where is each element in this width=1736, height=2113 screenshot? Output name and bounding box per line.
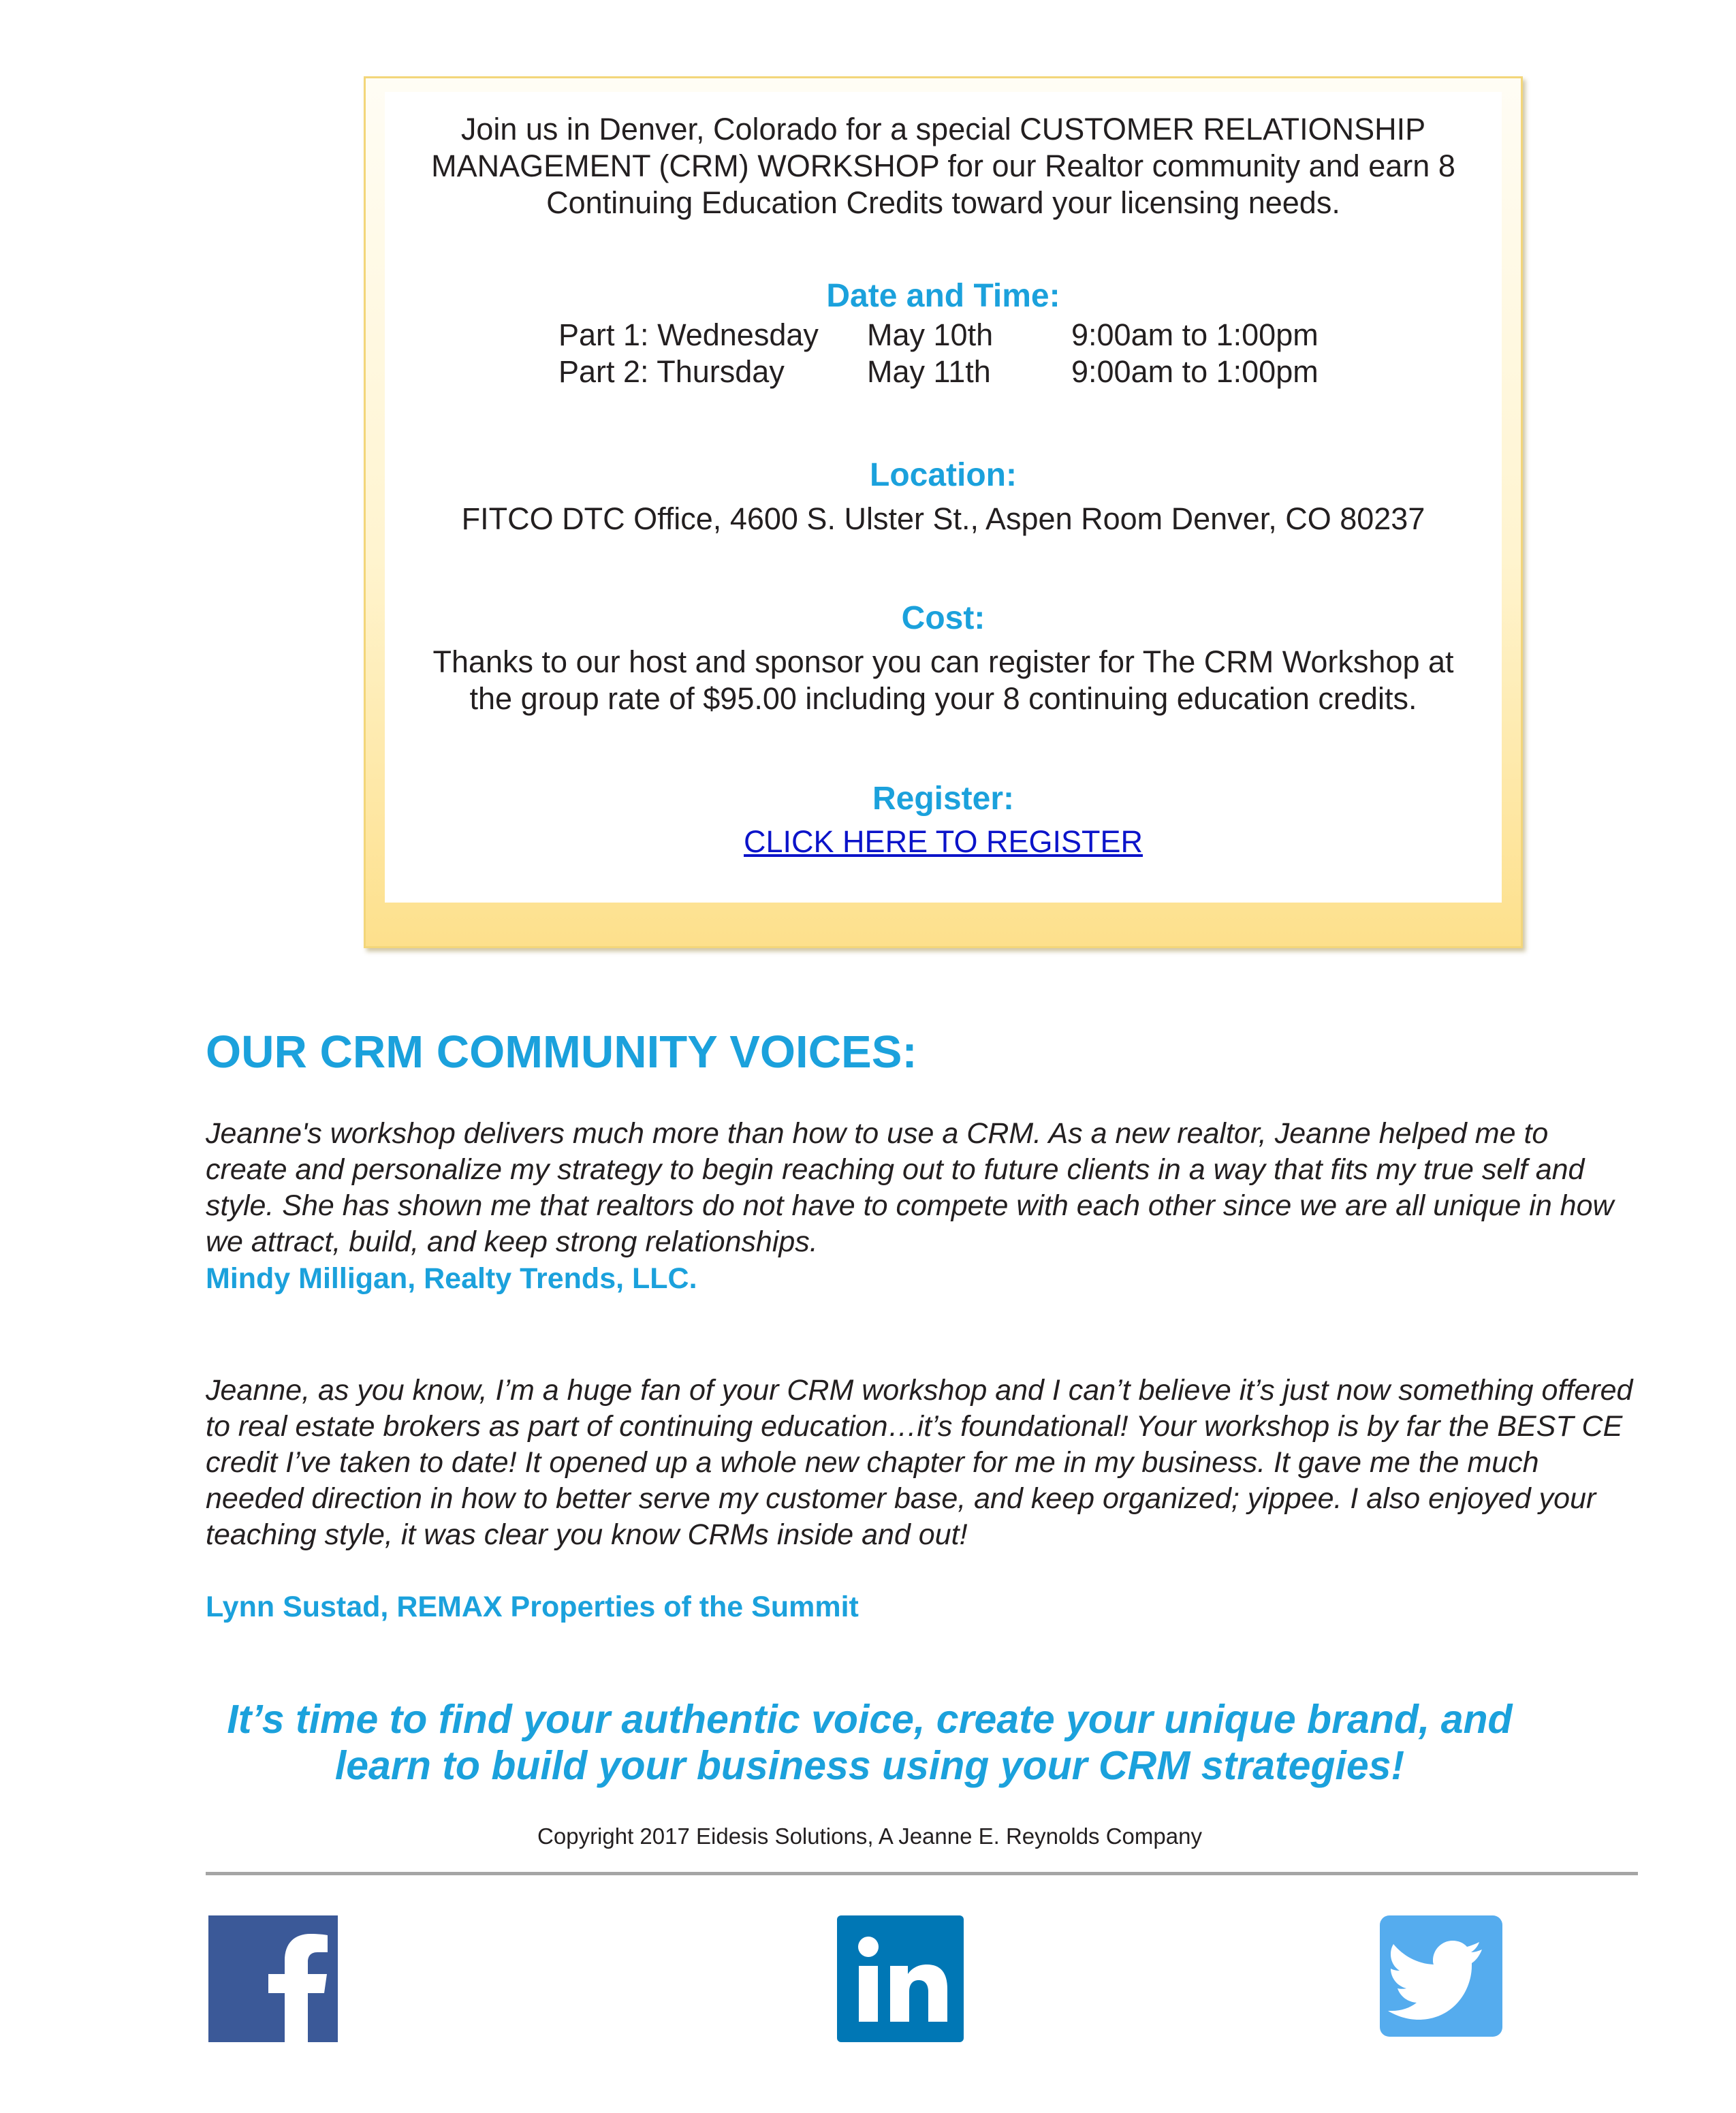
- linkedin-icon[interactable]: [837, 1915, 964, 2042]
- testimonial-quote: Jeanne, as you know, I’m a huge fan of your CRM workshop and I can’t believe it’s just now something offered to real estate brokers as part of continuing education…it’s foundational! Your workshop is by far the BEST CE credit I’ve taken to date! It opened up a whole new chapter for me in my business. It gave me the much needed direction in how to better serve my customer base, and keep organized; yippee. I also enjoyed your teaching style, it was clear you know CRMs inside and out!: [206, 1374, 1633, 1551]
- schedule-date: May 11th: [867, 354, 991, 389]
- invitation-box: [364, 76, 1523, 948]
- testimonial-author: Lynn Sustad, REMAX Properties of the Summit: [206, 1591, 859, 1623]
- schedule-row: [558, 317, 1376, 354]
- register-link[interactable]: CLICK HERE TO REGISTER: [744, 824, 1143, 859]
- schedule-time: 9:00am to 1:00pm: [1071, 354, 1319, 389]
- section-title: OUR CRM COMMUNITY VOICES:: [206, 1027, 917, 1078]
- invitation-intro: Join us in Denver, Colorado for a special CUSTOMER RELATIONSHIP MANAGEMENT (CRM) WORKSHOP for our Realtor community and earn 8 Continuing Education Credits toward your licensing needs.: [431, 112, 1455, 220]
- schedule-day: Part 2: Thursday: [558, 354, 785, 389]
- schedule-table: [558, 317, 1376, 390]
- footer-divider: [206, 1872, 1638, 1875]
- testimonial-author: Mindy Milligan, Realty Trends, LLC.: [206, 1262, 697, 1295]
- cost-description: Thanks to our host and sponsor you can register for The CRM Workshop at the group rate of $95.00 including your 8 continuing education credits.: [432, 644, 1454, 716]
- schedule-date: May 10th: [867, 317, 994, 352]
- date-heading: Date and Time:: [826, 278, 1060, 314]
- copyright-notice: Copyright 2017 Eidesis Solutions, A Jeanne E. Reynolds Company: [537, 1824, 1202, 1849]
- cost-heading: Cost:: [901, 600, 985, 636]
- invitation-content: [385, 92, 1502, 903]
- schedule-row: [558, 354, 1376, 390]
- testimonial-quote: Jeanne's workshop delivers much more than how to use a CRM. As a new realtor, Jeanne helped me to create and personalize my strategy to begin reaching out to future clients in a way that fits my true self and style. She has shown me that realtors do not have to compete with each other since we are all unique in how we attract, build, and keep strong relationships.: [206, 1117, 1614, 1258]
- location-heading: Location:: [870, 457, 1017, 493]
- register-heading: Register:: [872, 781, 1015, 817]
- facebook-icon[interactable]: [208, 1915, 338, 2042]
- schedule-day: Part 1: Wednesday: [558, 317, 819, 352]
- tagline: It’s time to find your authentic voice, create your unique brand, and learn to build your business using your CRM strategies!: [227, 1697, 1513, 1788]
- twitter-icon[interactable]: [1380, 1915, 1502, 2037]
- schedule-time: 9:00am to 1:00pm: [1071, 317, 1319, 352]
- location-address: FITCO DTC Office, 4600 S. Ulster St., Aspen Room Denver, CO 80237: [461, 501, 1425, 536]
